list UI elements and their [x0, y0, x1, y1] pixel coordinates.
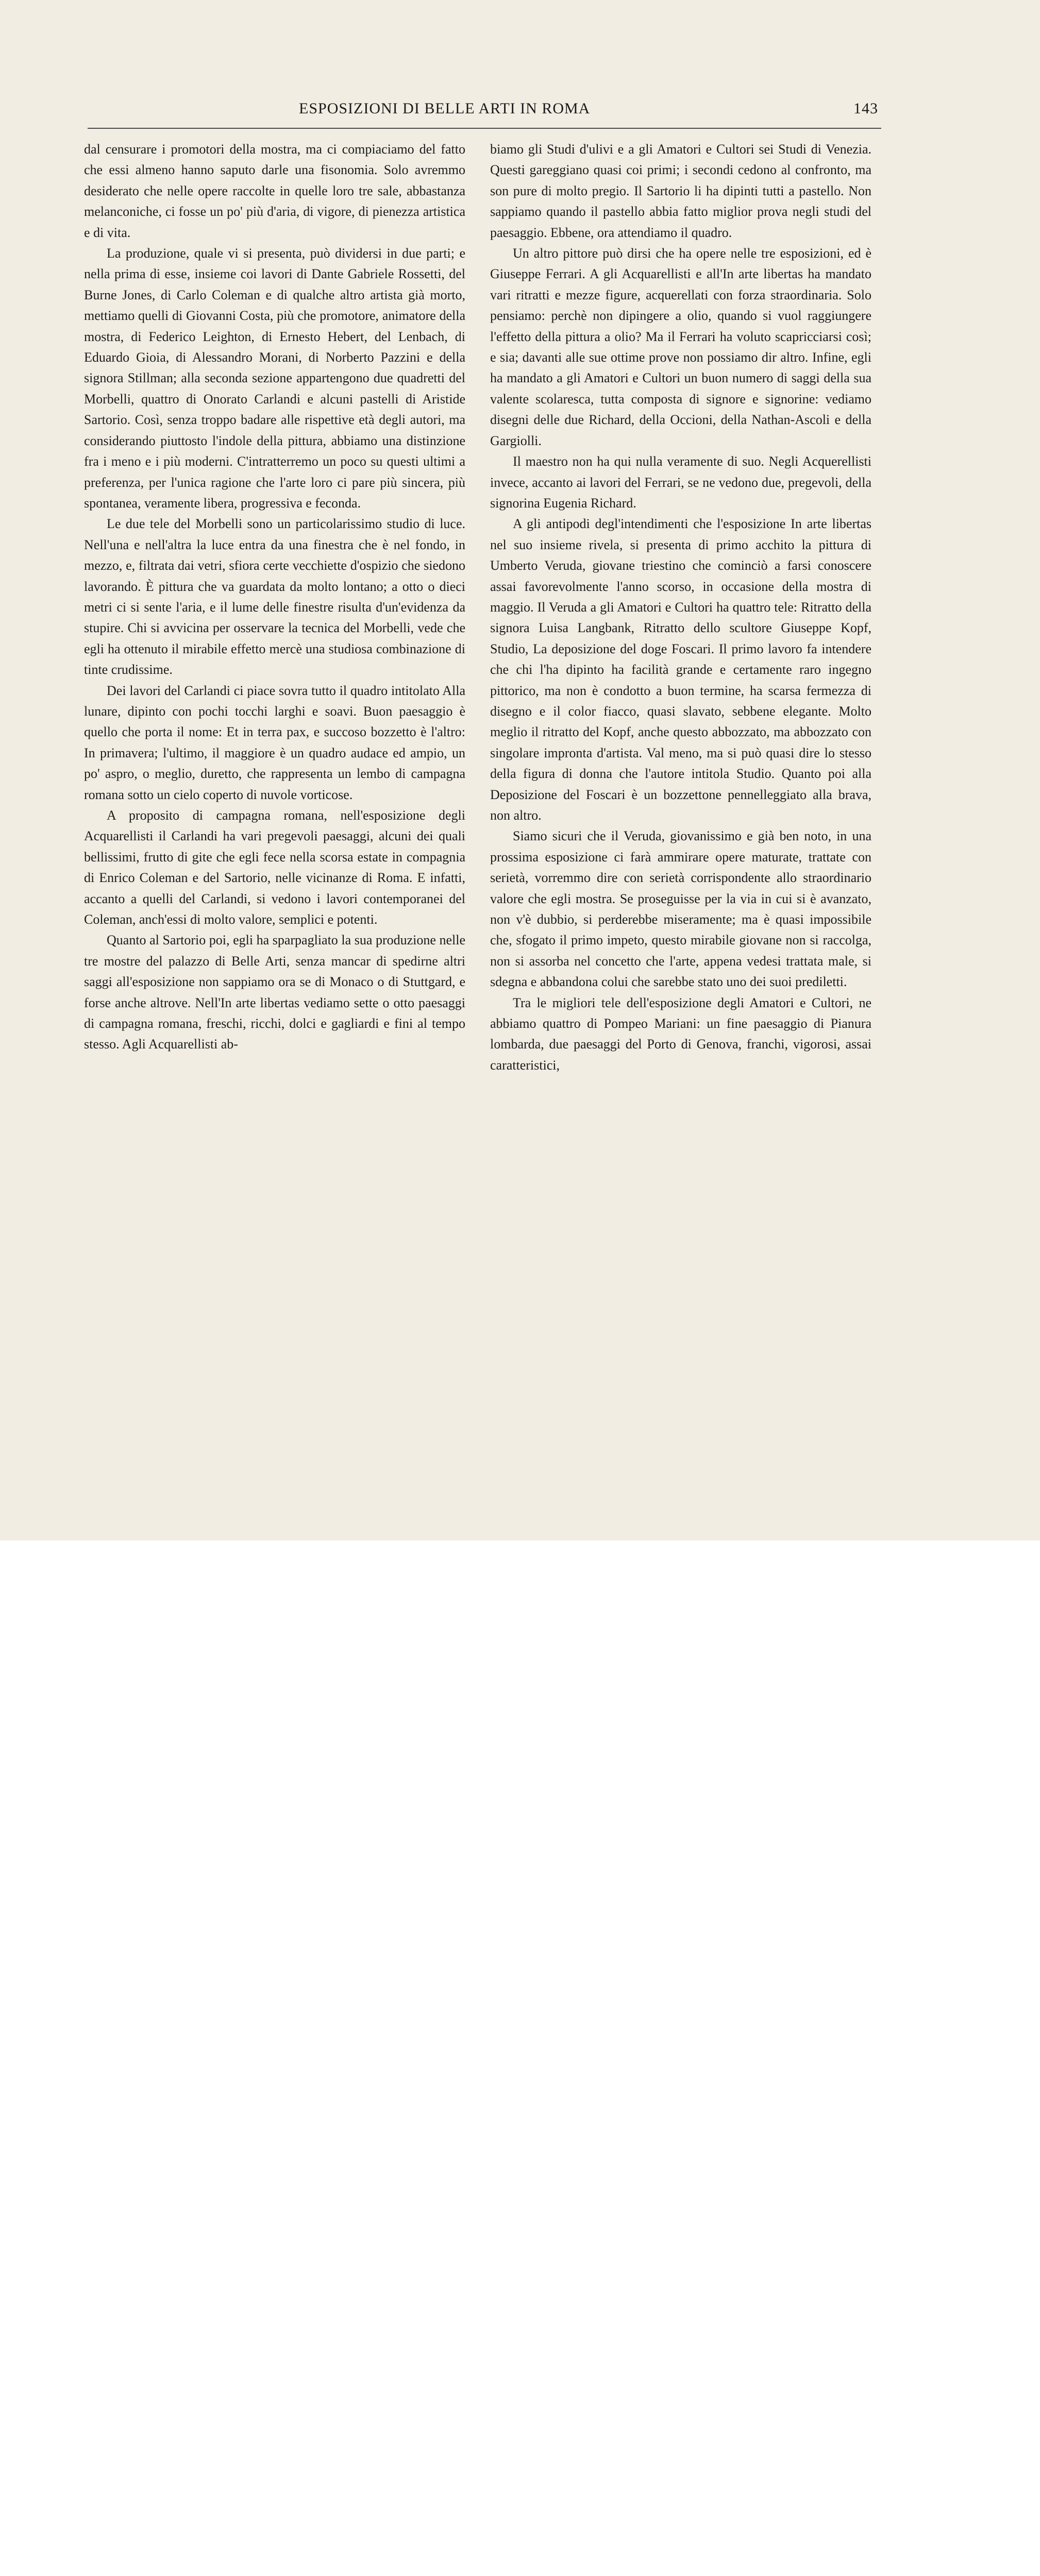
paragraph: biamo gli Studi d'ulivi e a gli Amatori e Cultori sei Studi di Venezia. Questi gareggiano quasi coi primi; i secondi cedono al confronto, ma son pure di molto pregio. Il Sartorio li ha dipinti tutti a pastello. Non sappiamo quando il pastello abbia fatto miglior prova negli studi del paesaggio. Ebbene, ora attendiamo il quadro. [490, 142, 871, 240]
paragraph: Quanto al Sartorio poi, egli ha sparpagliato la sua produzione nelle tre mostre del palazzo di Belle Arti, senza mancar di spedirne altri saggi all'esposizione non sappiamo ora se di Monaco o di Stuttgard, e forse anche altrove. Nell'In arte libertas vediamo sette o otto paesaggi di campagna romana, freschi, ricchi, dolci e gagliardi e fini al tempo stesso. Agli Acquarellisti ab- [84, 933, 465, 1052]
paragraph: La produzione, quale vi si presenta, può dividersi in due parti; e nella prima di esse, insieme coi lavori di Dante Gabriele Rossetti, del Burne Jones, di Carlo Coleman e di qualche altro artista già morto, mettiamo quelli di Giovanni Costa, più che promotore, animatore della mostra, di Federico Leighton, di Ernesto Hebert, del Lenbach, di Eduardo Gioia, di Alessandro Morani, di Norberto Pazzini e della signora Stillman; alla seconda sezione appartengono due quadretti del Morbelli, quattro di Onorato Carlandi e alcuni pastelli di Aristide Sartorio. Così, senza troppo badare alle rispettive età degli autori, ma considerando piuttosto l'indole della pittura, abbiamo una distinzione fra i meno e i più moderni. C'intratterremo un poco su questi ultimi a preferenza, per l'unica ragione che l'arte loro ci pare più sincera, più spontanea, veramente libera, progressiva e feconda. [84, 246, 465, 511]
page-title: ESPOSIZIONI DI BELLE ARTI IN ROMA [299, 100, 591, 117]
paragraph: Un altro pittore può dirsi che ha opere nelle tre esposizioni, ed è Giuseppe Ferrari. A gli Acquarellisti e all'In arte libertas ha mandato vari ritratti e mezze figure, acquerellati con forza straordinaria. Solo pensiamo: perchè non dipingere a olio, quando si vuol raggiungere l'effetto della pittura a olio? Ma il Ferrari ha voluto scapricciarsi così; e sia; davanti alle sue ottime prove non possiamo dir altro. Infine, egli ha mandato a gli Amatori e Cultori un buon numero di saggi della sua valente scolaresca, tutta composta di signore e signorine: vediamo disegni delle due Richard, della Occioni, della Nathan-Ascoli e della Gargiolli. [490, 246, 871, 448]
paragraph: Le due tele del Morbelli sono un particolarissimo studio di luce. Nell'una e nell'altra la luce entra da una finestra che è nel fondo, in mezzo, e, filtrata dai vetri, sfiora certe vecchiette d'ospizio che siedono lavorando. È pittura che va guardata da molto lontano; a otto o dieci metri ci si sente l'aria, e il lume delle finestre risulta d'un'evidenza da stupire. Chi si avvicina per osservare la tecnica del Morbelli, vede che egli ha ottenuto il mirabile effetto mercè una studiosa combinazione di tinte crudissime. [84, 516, 465, 677]
paragraph: Il maestro non ha qui nulla veramente di suo. Negli Acquerellisti invece, accanto ai lavori del Ferrari, se ne vedono due, pregevoli, della signorina Eugenia Richard. [490, 454, 871, 511]
right-column [490, 139, 871, 1076]
paragraph: dal censurare i promotori della mostra, ma ci compiaciamo del fatto che essi almeno hanno saputo darle una fisonomia. Solo avremmo desiderato che nelle opere raccolte in quelle loro tre sale, abbastanza melanconiche, ci fosse un po' più d'aria, di vigore, di pienezza artistica e di vita. [84, 142, 465, 240]
left-column [84, 139, 465, 1055]
paragraph: A gli antipodi degl'intendimenti che l'esposizione In arte libertas nel suo insieme rivela, si presenta di primo acchito la pittura di Umberto Veruda, giovane triestino che cominciò a farsi conoscere assai favorevolmente l'anno scorso, in occasione della mostra di maggio. Il Veruda a gli Amatori e Cultori ha quattro tele: Ritratto della signora Luisa Langbank, Ritratto dello scultore Giuseppe Kopf, Studio, La deposizione del doge Foscari. Il primo lavoro fa intendere che chi l'ha dipinto ha facilità grande e certamente raro ingegno pittorico, ma non è condotto a buon termine, ha scarsa fermezza di disegno e il color fiacco, quasi slavato, sebbene elegante. Molto meglio il ritratto del Kopf, anche questo abbozzato, ma abbozzato con singolare impronta d'artista. Val meno, ma si può quasi dire lo stesso della figura di donna che l'autore intitola Studio. Quanto poi alla Deposizione del Foscari è un bozzettone pennelleggiato alla brava, non altro. [490, 516, 871, 823]
paragraph: Dei lavori del Carlandi ci piace sovra tutto il quadro intitolato Alla lunare, dipinto con pochi tocchi larghi e soavi. Buon paesaggio è quello che porta il nome: Et in terra pax, e succoso bozzetto è l'altro: In primavera; l'ultimo, il maggiore è un quadro audace ed ampio, un po' aspro, o meglio, duretto, che rappresenta un lembo di campagna romana sotto un cielo coperto di nuvole vorticose. [84, 683, 465, 802]
paragraph: Tra le migliori tele dell'esposizione degli Amatori e Cultori, ne abbiamo quattro di Pompeo Mariani: un fine paesaggio di Pianura lombarda, due paesaggi del Porto di Genova, franchi, vigorosi, assai caratteristici, [490, 995, 871, 1073]
running-header [88, 97, 881, 123]
paragraph: A proposito di campagna romana, nell'esposizione degli Acquarellisti il Carlandi ha vari pregevoli paesaggi, alcuni dei quali bellissimi, frutto di gite che egli fece nella scorsa estate in compagnia di Enrico Coleman e del Sartorio, nelle vicinanze di Roma. E infatti, accanto a quelli del Carlandi, si vedono i lavori contemporanei del Coleman, anch'essi di molto valore, semplici e potenti. [84, 808, 465, 927]
paragraph: Siamo sicuri che il Veruda, giovanissimo e già ben noto, in una prossima esposizione ci farà ammirare opere maturate, trattate con serietà, vorremmo dire con serietà corrispondente allo straordinario valore che egli mostra. Se proseguisse per la via in cui si è avanzato, non v'è dubbio, si perderebbe miseramente; ma è quasi impossibile che, sfogato il primo impeto, questo mirabile giovane non si raccolga, non si assorba nel concetto che l'arte, appena vedesi trattata male, si sdegna e abbandona colui che sarebbe stato uno dei suoi prediletti. [490, 828, 871, 990]
footer-bar [0, 1540, 1040, 1634]
header-rule [88, 128, 881, 129]
page-number: 143 [853, 100, 878, 117]
